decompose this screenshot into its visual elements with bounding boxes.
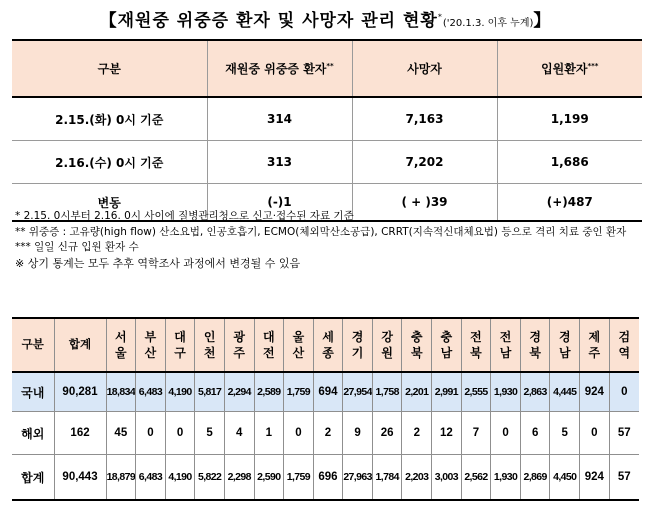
region-header-19: 검 역 bbox=[609, 318, 639, 372]
summary-cell-critical: 313 bbox=[207, 141, 352, 184]
region-cell: 2 bbox=[313, 412, 343, 455]
summary-header-critical-mark: ** bbox=[326, 62, 334, 70]
region-cell: 2,869 bbox=[520, 455, 550, 501]
region-cell: 2,555 bbox=[461, 372, 491, 412]
region-cell: 0 bbox=[165, 412, 195, 455]
summary-cell-critical: (-)1 bbox=[207, 184, 352, 222]
summary-cell-deaths: 7,202 bbox=[352, 141, 497, 184]
title-main: 【재원중 위중증 환자 및 사망자 관리 현황 bbox=[99, 11, 438, 31]
region-cell: 0 bbox=[136, 412, 166, 455]
region-cell: 1,930 bbox=[491, 455, 521, 501]
region-cell: 0 bbox=[491, 412, 521, 455]
region-cell: 5 bbox=[195, 412, 225, 455]
region-cell: 5 bbox=[550, 412, 580, 455]
region-header-12: 충 북 bbox=[402, 318, 432, 372]
region-cell: 1,758 bbox=[372, 372, 402, 412]
summary-header-deaths: 사망자 bbox=[352, 40, 497, 97]
region-cell: 3,003 bbox=[432, 455, 462, 501]
title-period-note: ('20.1.3. 이후 누계) bbox=[442, 18, 534, 29]
footnote-3: *** 일일 신규 입원 환자 수 bbox=[15, 241, 139, 253]
region-cell: 2,991 bbox=[432, 372, 462, 412]
region-cell: 2 bbox=[402, 412, 432, 455]
region-header-14: 전 북 bbox=[461, 318, 491, 372]
summary-header-critical-label: 재원중 위중증 환자 bbox=[225, 62, 327, 76]
region-cell: 27,963 bbox=[343, 455, 373, 501]
summary-cell-hospitalized: 1,199 bbox=[497, 97, 642, 141]
footnote-4: ※ 상기 통계는 모두 추후 역학조사 과정에서 변경될 수 있음 bbox=[15, 256, 301, 270]
summary-cell-hospitalized: (+)487 bbox=[497, 184, 642, 222]
region-cell-total: 162 bbox=[54, 412, 106, 455]
region-header-total: 합계 bbox=[54, 318, 106, 372]
region-cell: 7 bbox=[461, 412, 491, 455]
region-cell: 6,483 bbox=[136, 372, 166, 412]
region-cell: 4 bbox=[224, 412, 254, 455]
region-cell: 4,445 bbox=[550, 372, 580, 412]
critical-deaths-summary-table bbox=[12, 39, 642, 222]
region-cell: 696 bbox=[313, 455, 343, 501]
summary-header-hospitalized-mark: *** bbox=[587, 62, 599, 70]
regional-cases-table bbox=[12, 317, 639, 501]
summary-row-label: 2.16.(수) 0시 기준 bbox=[12, 141, 207, 184]
region-cell: 2,203 bbox=[402, 455, 432, 501]
region-cell: 2,294 bbox=[224, 372, 254, 412]
region-cell: 9 bbox=[343, 412, 373, 455]
region-cell: 2,589 bbox=[254, 372, 284, 412]
region-cell: 27,954 bbox=[343, 372, 373, 412]
region-cell: 1 bbox=[254, 412, 284, 455]
footnote-2: ** 위중증 : 고유량(high flow) 산소요법, 인공호흡기, ECMO(체외막산소공급), CRRT(지속적신대체요법) 등으로 격리 치료 중인 환자 bbox=[15, 225, 627, 238]
summary-header-hospitalized-label: 입원환자 bbox=[541, 62, 588, 76]
region-cell: 6 bbox=[520, 412, 550, 455]
region-cell: 694 bbox=[313, 372, 343, 412]
region-header-9: 세 종 bbox=[313, 318, 343, 372]
region-cell: 4,190 bbox=[165, 372, 195, 412]
footnotes bbox=[15, 209, 626, 271]
region-header-18: 제 주 bbox=[580, 318, 610, 372]
region-row-overseas bbox=[12, 412, 639, 455]
region-header-row bbox=[12, 318, 639, 372]
region-cell: 12 bbox=[432, 412, 462, 455]
summary-row-label: 2.15.(화) 0시 기준 bbox=[12, 97, 207, 141]
region-header-3: 부 산 bbox=[136, 318, 166, 372]
region-row-label: 합계 bbox=[12, 455, 54, 501]
region-header-11: 강 원 bbox=[372, 318, 402, 372]
summary-cell-deaths: 7,163 bbox=[352, 97, 497, 141]
region-cell: 57 bbox=[609, 455, 639, 501]
region-cell: 4,450 bbox=[550, 455, 580, 501]
region-cell-total: 90,281 bbox=[54, 372, 106, 412]
region-cell: 45 bbox=[106, 412, 136, 455]
region-header-17: 경 남 bbox=[550, 318, 580, 372]
region-cell: 2,298 bbox=[224, 455, 254, 501]
summary-header-hospitalized bbox=[497, 40, 642, 97]
region-cell: 18,834 bbox=[106, 372, 136, 412]
region-cell: 1,759 bbox=[284, 372, 314, 412]
region-cell: 5,817 bbox=[195, 372, 225, 412]
region-header-5: 인 천 bbox=[195, 318, 225, 372]
region-cell: 0 bbox=[609, 372, 639, 412]
region-cell: 1,784 bbox=[372, 455, 402, 501]
region-row-label: 해외 bbox=[12, 412, 54, 455]
region-cell: 924 bbox=[580, 372, 610, 412]
region-cell: 2,201 bbox=[402, 372, 432, 412]
region-cell: 57 bbox=[609, 412, 639, 455]
region-cell: 6,483 bbox=[136, 455, 166, 501]
title-footnote-mark: * bbox=[437, 12, 443, 22]
region-cell: 4,190 bbox=[165, 455, 195, 501]
region-header-2: 서 울 bbox=[106, 318, 136, 372]
region-cell: 18,879 bbox=[106, 455, 136, 501]
region-header-category: 구분 bbox=[12, 318, 54, 372]
region-cell: 2,590 bbox=[254, 455, 284, 501]
summary-cell-deaths: ( + )39 bbox=[352, 184, 497, 222]
region-header-7: 대 전 bbox=[254, 318, 284, 372]
region-header-4: 대 구 bbox=[165, 318, 195, 372]
region-cell: 2,562 bbox=[461, 455, 491, 501]
region-cell: 924 bbox=[580, 455, 610, 501]
summary-header-category: 구분 bbox=[12, 40, 207, 97]
summary-row-feb16 bbox=[12, 141, 642, 184]
region-cell-total: 90,443 bbox=[54, 455, 106, 501]
summary-row-feb15 bbox=[12, 97, 642, 141]
summary-cell-hospitalized: 1,686 bbox=[497, 141, 642, 184]
region-header-6: 광 주 bbox=[224, 318, 254, 372]
summary-header-critical bbox=[207, 40, 352, 97]
footnote-1: * 2.15. 0시부터 2.16. 0시 사이에 질병관리청으로 신고·접수된 자료 기준 bbox=[15, 210, 354, 222]
region-header-10: 경 기 bbox=[343, 318, 373, 372]
title-close-bracket: 】 bbox=[533, 11, 552, 31]
summary-row-label: 변동 bbox=[12, 184, 207, 222]
page-title bbox=[0, 6, 651, 31]
region-header-15: 전 남 bbox=[491, 318, 521, 372]
region-row-label: 국내 bbox=[12, 372, 54, 412]
region-cell: 1,930 bbox=[491, 372, 521, 412]
summary-header-row bbox=[12, 40, 642, 97]
region-cell: 1,759 bbox=[284, 455, 314, 501]
region-header-8: 울 산 bbox=[284, 318, 314, 372]
region-header-13: 충 남 bbox=[432, 318, 462, 372]
region-cell: 5,822 bbox=[195, 455, 225, 501]
region-cell: 2,863 bbox=[520, 372, 550, 412]
summary-cell-critical: 314 bbox=[207, 97, 352, 141]
region-header-16: 경 북 bbox=[520, 318, 550, 372]
region-cell: 0 bbox=[580, 412, 610, 455]
region-row-domestic bbox=[12, 372, 639, 412]
region-cell: 0 bbox=[284, 412, 314, 455]
region-row-total bbox=[12, 455, 639, 501]
region-cell: 26 bbox=[372, 412, 402, 455]
